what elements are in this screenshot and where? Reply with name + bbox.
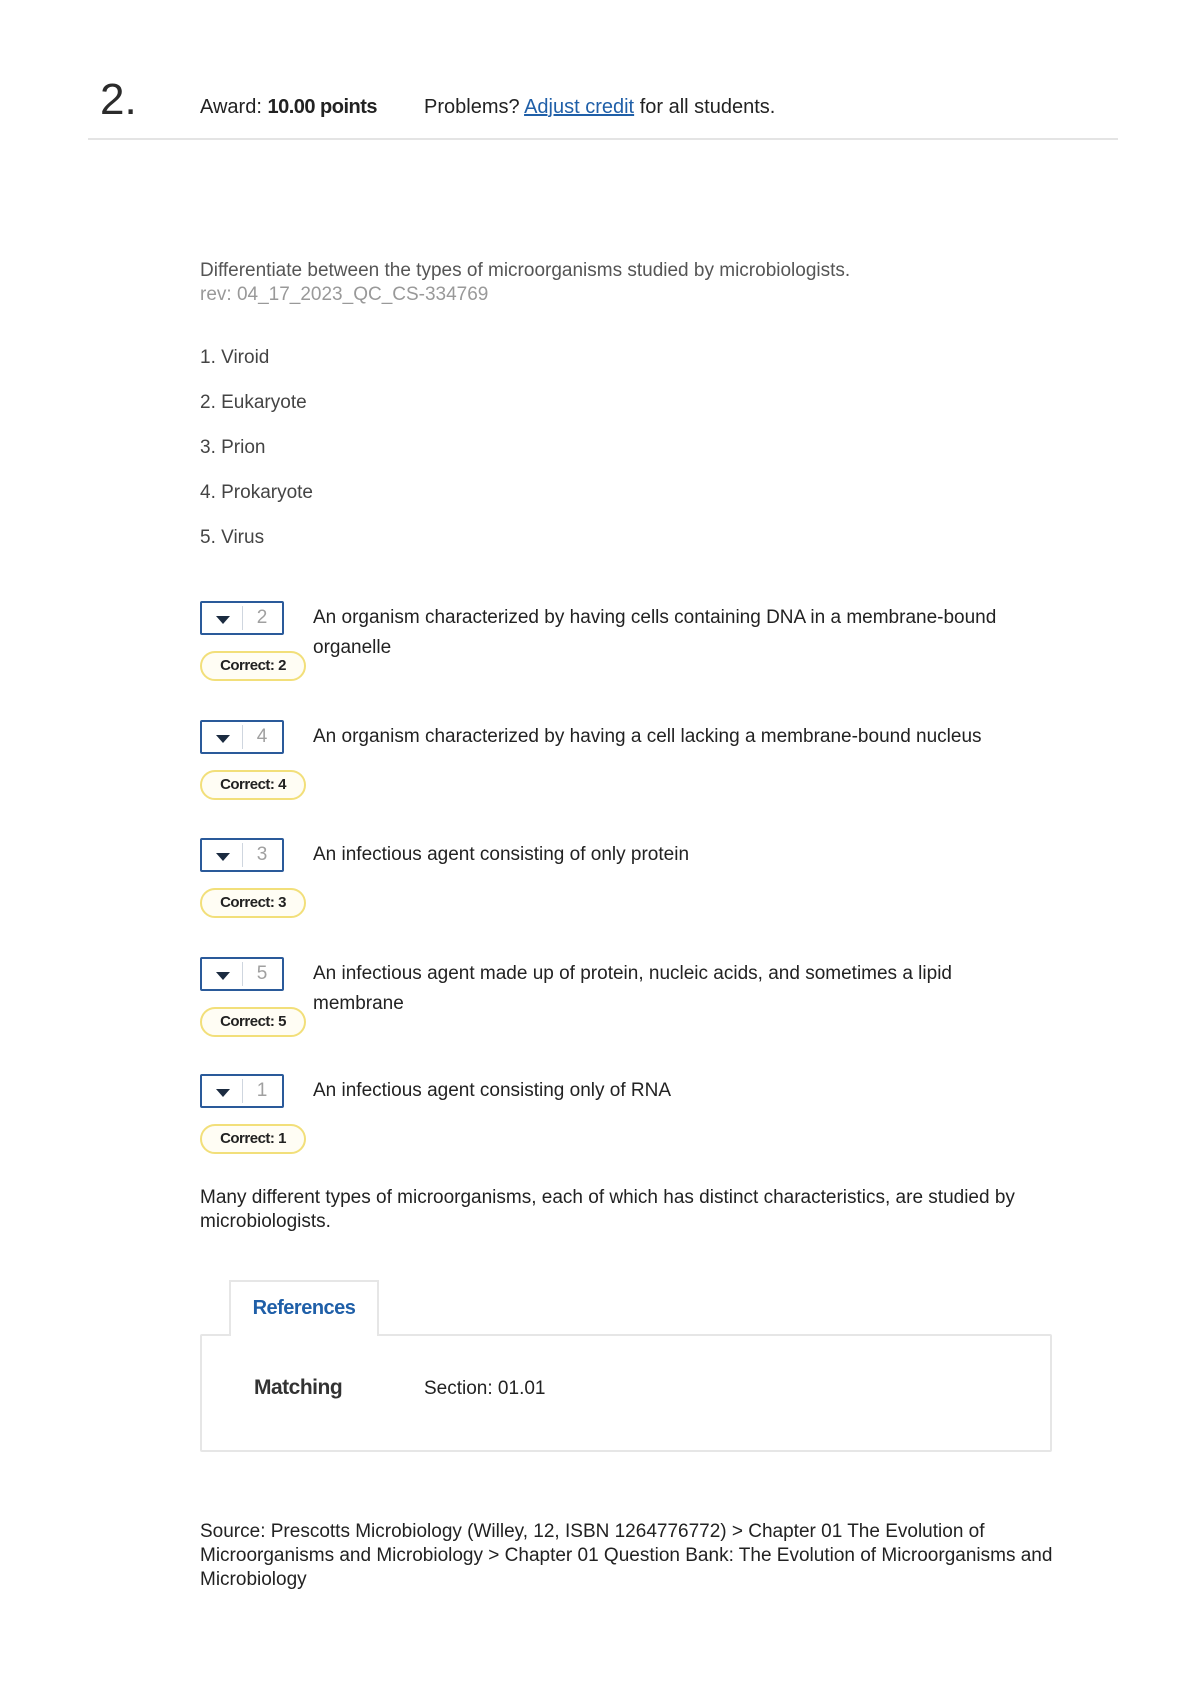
correct-badge: Correct: 1 [200,1124,306,1154]
selected-value: 1 [256,1080,268,1101]
match-select[interactable] [200,720,284,754]
caret-down-icon [216,1089,230,1097]
match-select[interactable] [200,838,284,872]
option-item: 1. Viroid [200,347,270,368]
correct-badge: Correct: 5 [200,1007,306,1037]
question-prompt: Differentiate between the types of microorganisms studied by microbiologists. [200,260,851,281]
header-divider [88,138,1118,140]
award-label: Award: [200,96,262,118]
option-item: 3. Prion [200,437,266,458]
reference-type: Matching [254,1376,343,1399]
correct-badge: Correct: 2 [200,651,306,681]
source-text: Source: Prescotts Microbiology (Willey, 12, ISBN 1264776772) > Chapter 01 The Evolution of Microorganisms and Microbiology > Chapter 01 Question Bank: The Evolution of Microorganisms and Microbiology [200,1521,1053,1590]
caret-down-icon [216,616,230,624]
caret-down-icon [216,853,230,861]
option-item: 4. Prokaryote [200,482,313,503]
match-description: An organism characterized by having a cell lacking a membrane-bound nucleus [313,726,982,747]
correct-badge: Correct: 3 [200,888,306,918]
tab-references[interactable]: References [229,1280,379,1336]
problems-prefix: Problems? [424,96,520,118]
match-select[interactable] [200,601,284,635]
question-revision: rev: 04_17_2023_QC_CS-334769 [200,284,489,305]
selected-value: 4 [256,726,268,747]
reference-section: Section: 01.01 [424,1378,546,1399]
problems-suffix: for all students. [639,96,776,118]
option-list [200,346,313,571]
match-description: An infectious agent made up of protein, nucleic acids, and sometimes a lipid membrane [313,963,952,1014]
caret-down-icon [216,972,230,980]
references-panel [200,1334,1052,1452]
correct-badge: Correct: 4 [200,770,306,800]
option-item: 5. Virus [200,527,265,548]
selected-value: 2 [256,607,268,628]
match-select[interactable] [200,957,284,991]
question-number: 2. [100,75,137,124]
match-description: An infectious agent consisting of only protein [313,844,690,865]
problems-info [424,96,775,119]
adjust-credit-link[interactable]: Adjust credit [524,96,635,118]
explanation-text: Many different types of microorganisms, each of which has distinct characteristics, are studied by microbiologists. [200,1187,1015,1232]
option-item: 2. Eukaryote [200,392,307,413]
selected-value: 5 [256,963,268,984]
match-select[interactable] [200,1074,284,1108]
match-description: An organism characterized by having cells containing DNA in a membrane-bound organelle [313,607,997,658]
caret-down-icon [216,735,230,743]
match-description: An infectious agent consisting only of RNA [313,1080,672,1101]
selected-value: 3 [256,844,268,865]
award-info [200,96,377,119]
award-points: 10.00 points [267,96,378,118]
